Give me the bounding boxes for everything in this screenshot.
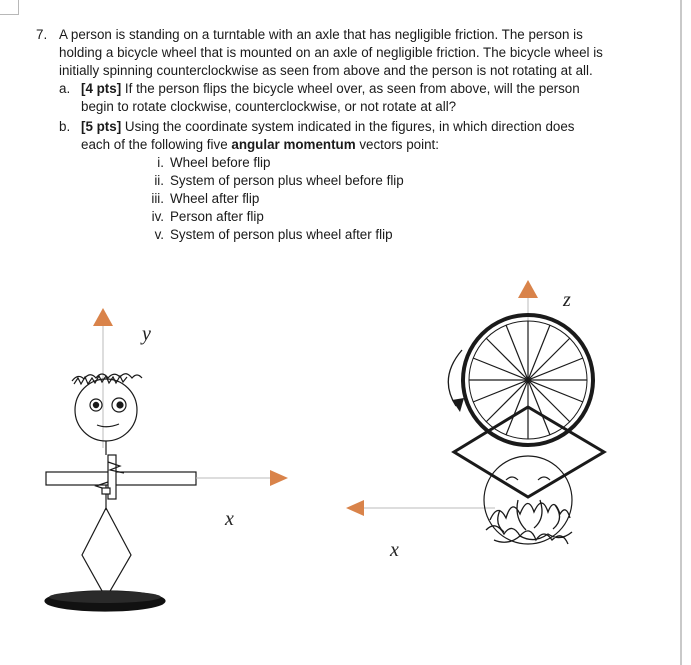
- rotation-arrow: [448, 350, 462, 406]
- item-v-text: System of person plus wheel after flip: [170, 227, 393, 242]
- part-b-bold-term: angular momentum: [231, 137, 356, 152]
- item-ii-text: System of person plus wheel before flip: [170, 173, 404, 188]
- x-axis-arrowhead-right: [346, 500, 364, 516]
- part-a-label: a.: [59, 81, 71, 96]
- part-a-line-1: If the person flips the bicycle wheel over, as seen from above, will the person: [121, 81, 580, 96]
- y-axis-label: y: [142, 323, 151, 345]
- legs: [82, 508, 131, 598]
- item-i-numeral: i.: [157, 155, 164, 170]
- eyes-top-view: [506, 477, 550, 480]
- part-b-line-2-post: vectors point:: [355, 137, 439, 152]
- item-ii-numeral: ii.: [154, 173, 164, 188]
- hair-top-view: [486, 500, 572, 544]
- stem-line-1: A person is standing on a turntable with an axle that has negligible friction. The person is: [59, 27, 583, 42]
- item-iii-text: Wheel after flip: [170, 191, 260, 206]
- part-b-label: b.: [59, 119, 71, 134]
- z-axis-label: z: [563, 289, 571, 311]
- x-axis-arrowhead: [270, 470, 288, 486]
- left-figure: [45, 308, 288, 611]
- item-v-numeral: v.: [154, 227, 164, 242]
- y-axis-arrowhead: [93, 308, 113, 326]
- part-a-points: [4 pts]: [81, 81, 122, 96]
- part-b-points: [5 pts]: [81, 119, 122, 134]
- z-axis-arrowhead: [518, 280, 538, 298]
- question-number: 7.: [36, 27, 48, 42]
- wheel-side-view: [46, 472, 196, 485]
- stem-line-3: initially spinning counterclockwise as seen from above and the person is not rotating at all.: [59, 63, 593, 78]
- stem-line-2: holding a bicycle wheel that is mounted on an axle of negligible friction. The bicycle wheel is: [59, 45, 603, 60]
- item-i-text: Wheel before flip: [170, 155, 271, 170]
- part-b-line-2-pre: each of the following five: [81, 137, 232, 152]
- bicycle-wheel-top-view: [463, 315, 593, 445]
- part-a-line-2: begin to rotate clockwise, counterclockwise, or not rotate at all?: [81, 99, 457, 114]
- mouth: [97, 424, 119, 427]
- item-iii-numeral: iii.: [151, 191, 164, 206]
- right-figure: [346, 280, 604, 561]
- head: [75, 379, 137, 441]
- x-axis-label-right: x: [390, 539, 399, 561]
- part-b-line-1: Using the coordinate system indicated in the figures, in which direction does: [121, 119, 575, 134]
- item-iv-text: Person after flip: [170, 209, 264, 224]
- item-iv-numeral: iv.: [151, 209, 164, 224]
- x-axis-label-left: x: [225, 508, 234, 530]
